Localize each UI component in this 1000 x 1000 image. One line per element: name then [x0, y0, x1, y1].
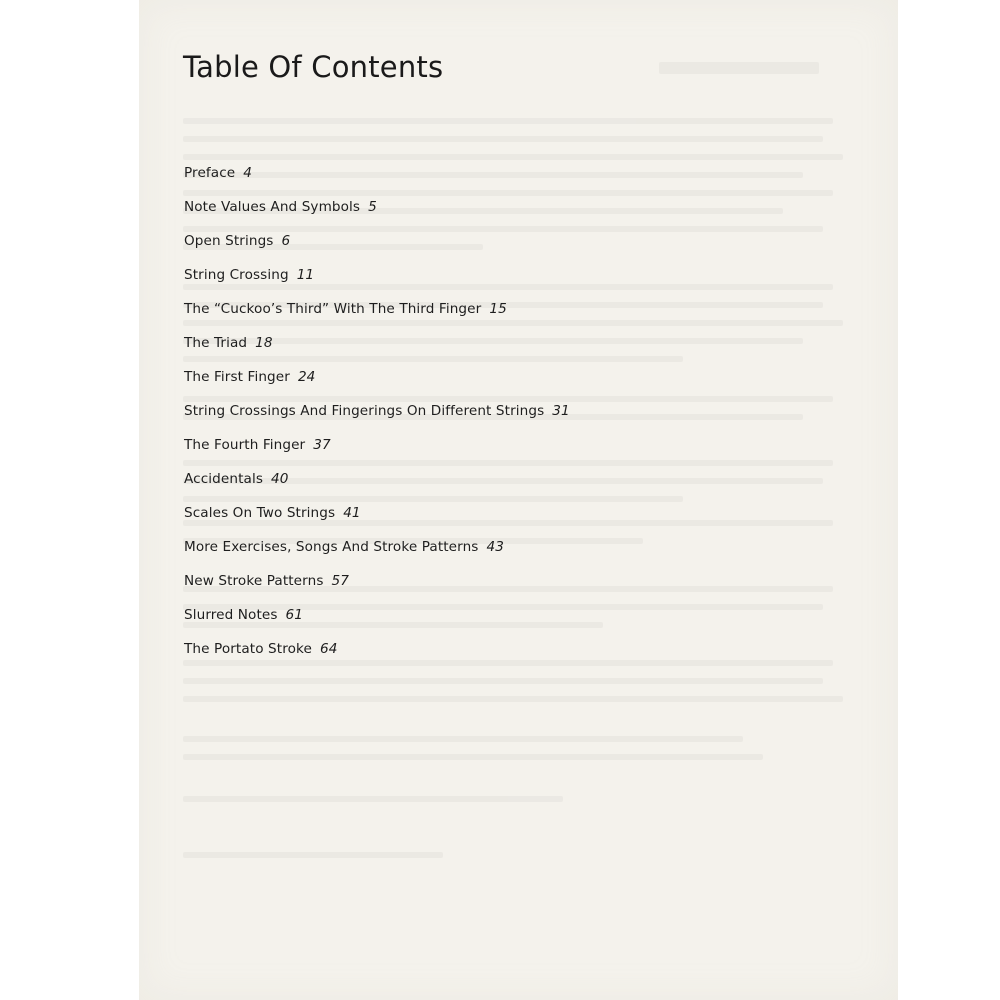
- toc-entry: [184, 639, 570, 673]
- toc-entry: [184, 537, 570, 571]
- toc-entry: [184, 197, 570, 231]
- toc-entry-label: The Triad: [184, 335, 248, 351]
- toc-entry-label: Slurred Notes: [184, 607, 278, 623]
- toc-entry: [184, 571, 570, 605]
- toc-entry-label: The First Finger: [184, 369, 290, 385]
- toc-entry-page: 41: [343, 505, 361, 521]
- toc-entry-label: Open Strings: [184, 233, 274, 249]
- document-page: [139, 0, 898, 1000]
- toc-entry-label: Preface: [184, 165, 236, 181]
- toc-entry-page: 18: [255, 335, 273, 351]
- toc-entry: [184, 605, 570, 639]
- table-of-contents-list: [184, 163, 570, 673]
- toc-entry-label: New Stroke Patterns: [184, 573, 324, 589]
- toc-entry-page: 4: [243, 165, 253, 181]
- toc-entry: [184, 231, 570, 265]
- toc-entry-page: 5: [368, 199, 377, 215]
- toc-entry: [184, 401, 570, 435]
- toc-entry-page: 31: [552, 403, 570, 419]
- toc-entry: [184, 163, 570, 197]
- toc-entry-label: Accidentals: [184, 471, 264, 487]
- page-title: Table Of Contents: [183, 50, 444, 84]
- toc-entry-page: 6: [281, 233, 291, 249]
- toc-entry-page: 15: [489, 301, 507, 317]
- toc-entry-label: The Portato Stroke: [184, 641, 312, 657]
- toc-entry-label: The “Cuckoo’s Third” With The Third Finger: [184, 301, 482, 317]
- toc-entry: [184, 435, 570, 469]
- toc-entry-label: The Fourth Finger: [184, 437, 306, 453]
- toc-entry-page: 64: [319, 641, 338, 657]
- toc-entry: [184, 299, 570, 333]
- toc-entry-label: Note Values And Symbols: [184, 199, 361, 215]
- toc-entry-page: 40: [271, 471, 289, 487]
- toc-entry-label: String Crossings And Fingerings On Different Strings: [184, 403, 545, 419]
- toc-entry-label: Scales On Two Strings: [184, 505, 336, 521]
- toc-entry-label: More Exercises, Songs And Stroke Patterns: [184, 539, 479, 555]
- toc-entry: [184, 333, 570, 367]
- toc-entry: [184, 469, 570, 503]
- toc-entry-page: 57: [331, 573, 349, 589]
- toc-entry-page: 43: [486, 539, 504, 555]
- toc-entry-page: 11: [296, 267, 315, 283]
- toc-entry-page: 24: [297, 369, 316, 385]
- toc-entry: [184, 367, 570, 401]
- toc-entry: [184, 265, 570, 299]
- toc-entry: [184, 503, 570, 537]
- toc-entry-page: 61: [285, 607, 304, 623]
- toc-entry-page: 37: [313, 437, 331, 453]
- toc-entry-label: String Crossing: [184, 267, 289, 283]
